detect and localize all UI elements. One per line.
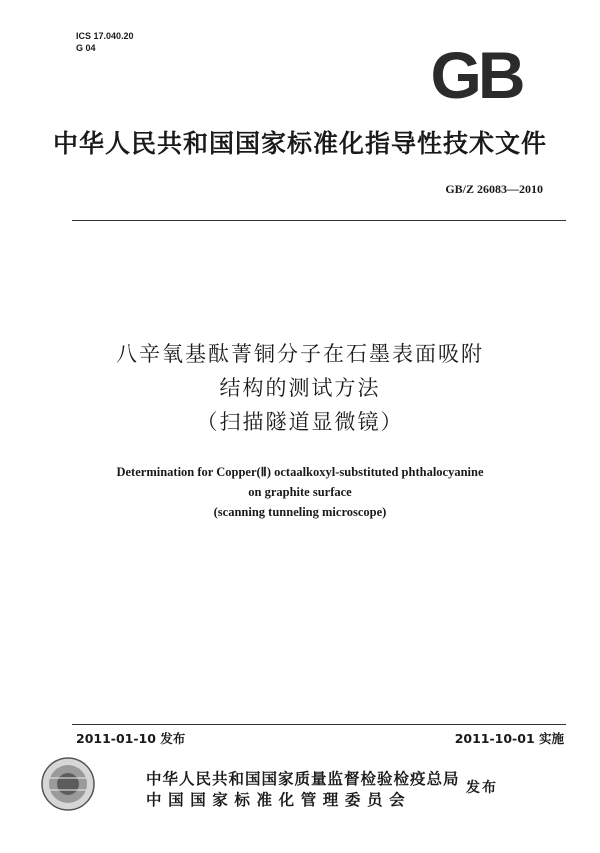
chinese-title-line-1: 八辛氧基酞菁铜分子在石墨表面吸附 [116, 342, 484, 366]
svg-text:GB: GB [430, 42, 522, 104]
chinese-title-line-3: （扫描隧道显微镜） [196, 410, 404, 434]
bottom-divider [72, 724, 566, 725]
ccs-code: G 04 [76, 43, 96, 53]
document-type-title: 中华人民共和国国家标准化指导性技术文件 [52, 129, 547, 158]
classification-codes [76, 30, 134, 54]
standard-number: GB/Z 26083—2010 [445, 182, 543, 196]
gb-logo-icon [418, 42, 534, 104]
english-title-line-1: Determination for Copper(Ⅱ) octaalkoxyl-substituted phthalocyanine [116, 465, 484, 479]
chinese-title-line-2: 结构的测试方法 [219, 376, 381, 400]
english-title-line-3: (scanning tunneling microscope) [213, 505, 387, 519]
issuing-organization-1: 中华人民共和国国家质量监督检验检疫总局 [146, 770, 460, 788]
ics-code: ICS 17.040.20 [76, 31, 134, 41]
top-divider [72, 220, 566, 221]
issue-date: 2011-01-10 发布 [76, 731, 186, 746]
anti-counterfeit-seal-icon [40, 756, 96, 812]
english-title-line-2: on graphite surface [248, 485, 352, 499]
issuing-organization-2: 中国国家标准化管理委员会 [146, 791, 412, 809]
implementation-date: 2011-10-01 实施 [454, 731, 564, 746]
publish-label: 发布 [466, 780, 498, 796]
